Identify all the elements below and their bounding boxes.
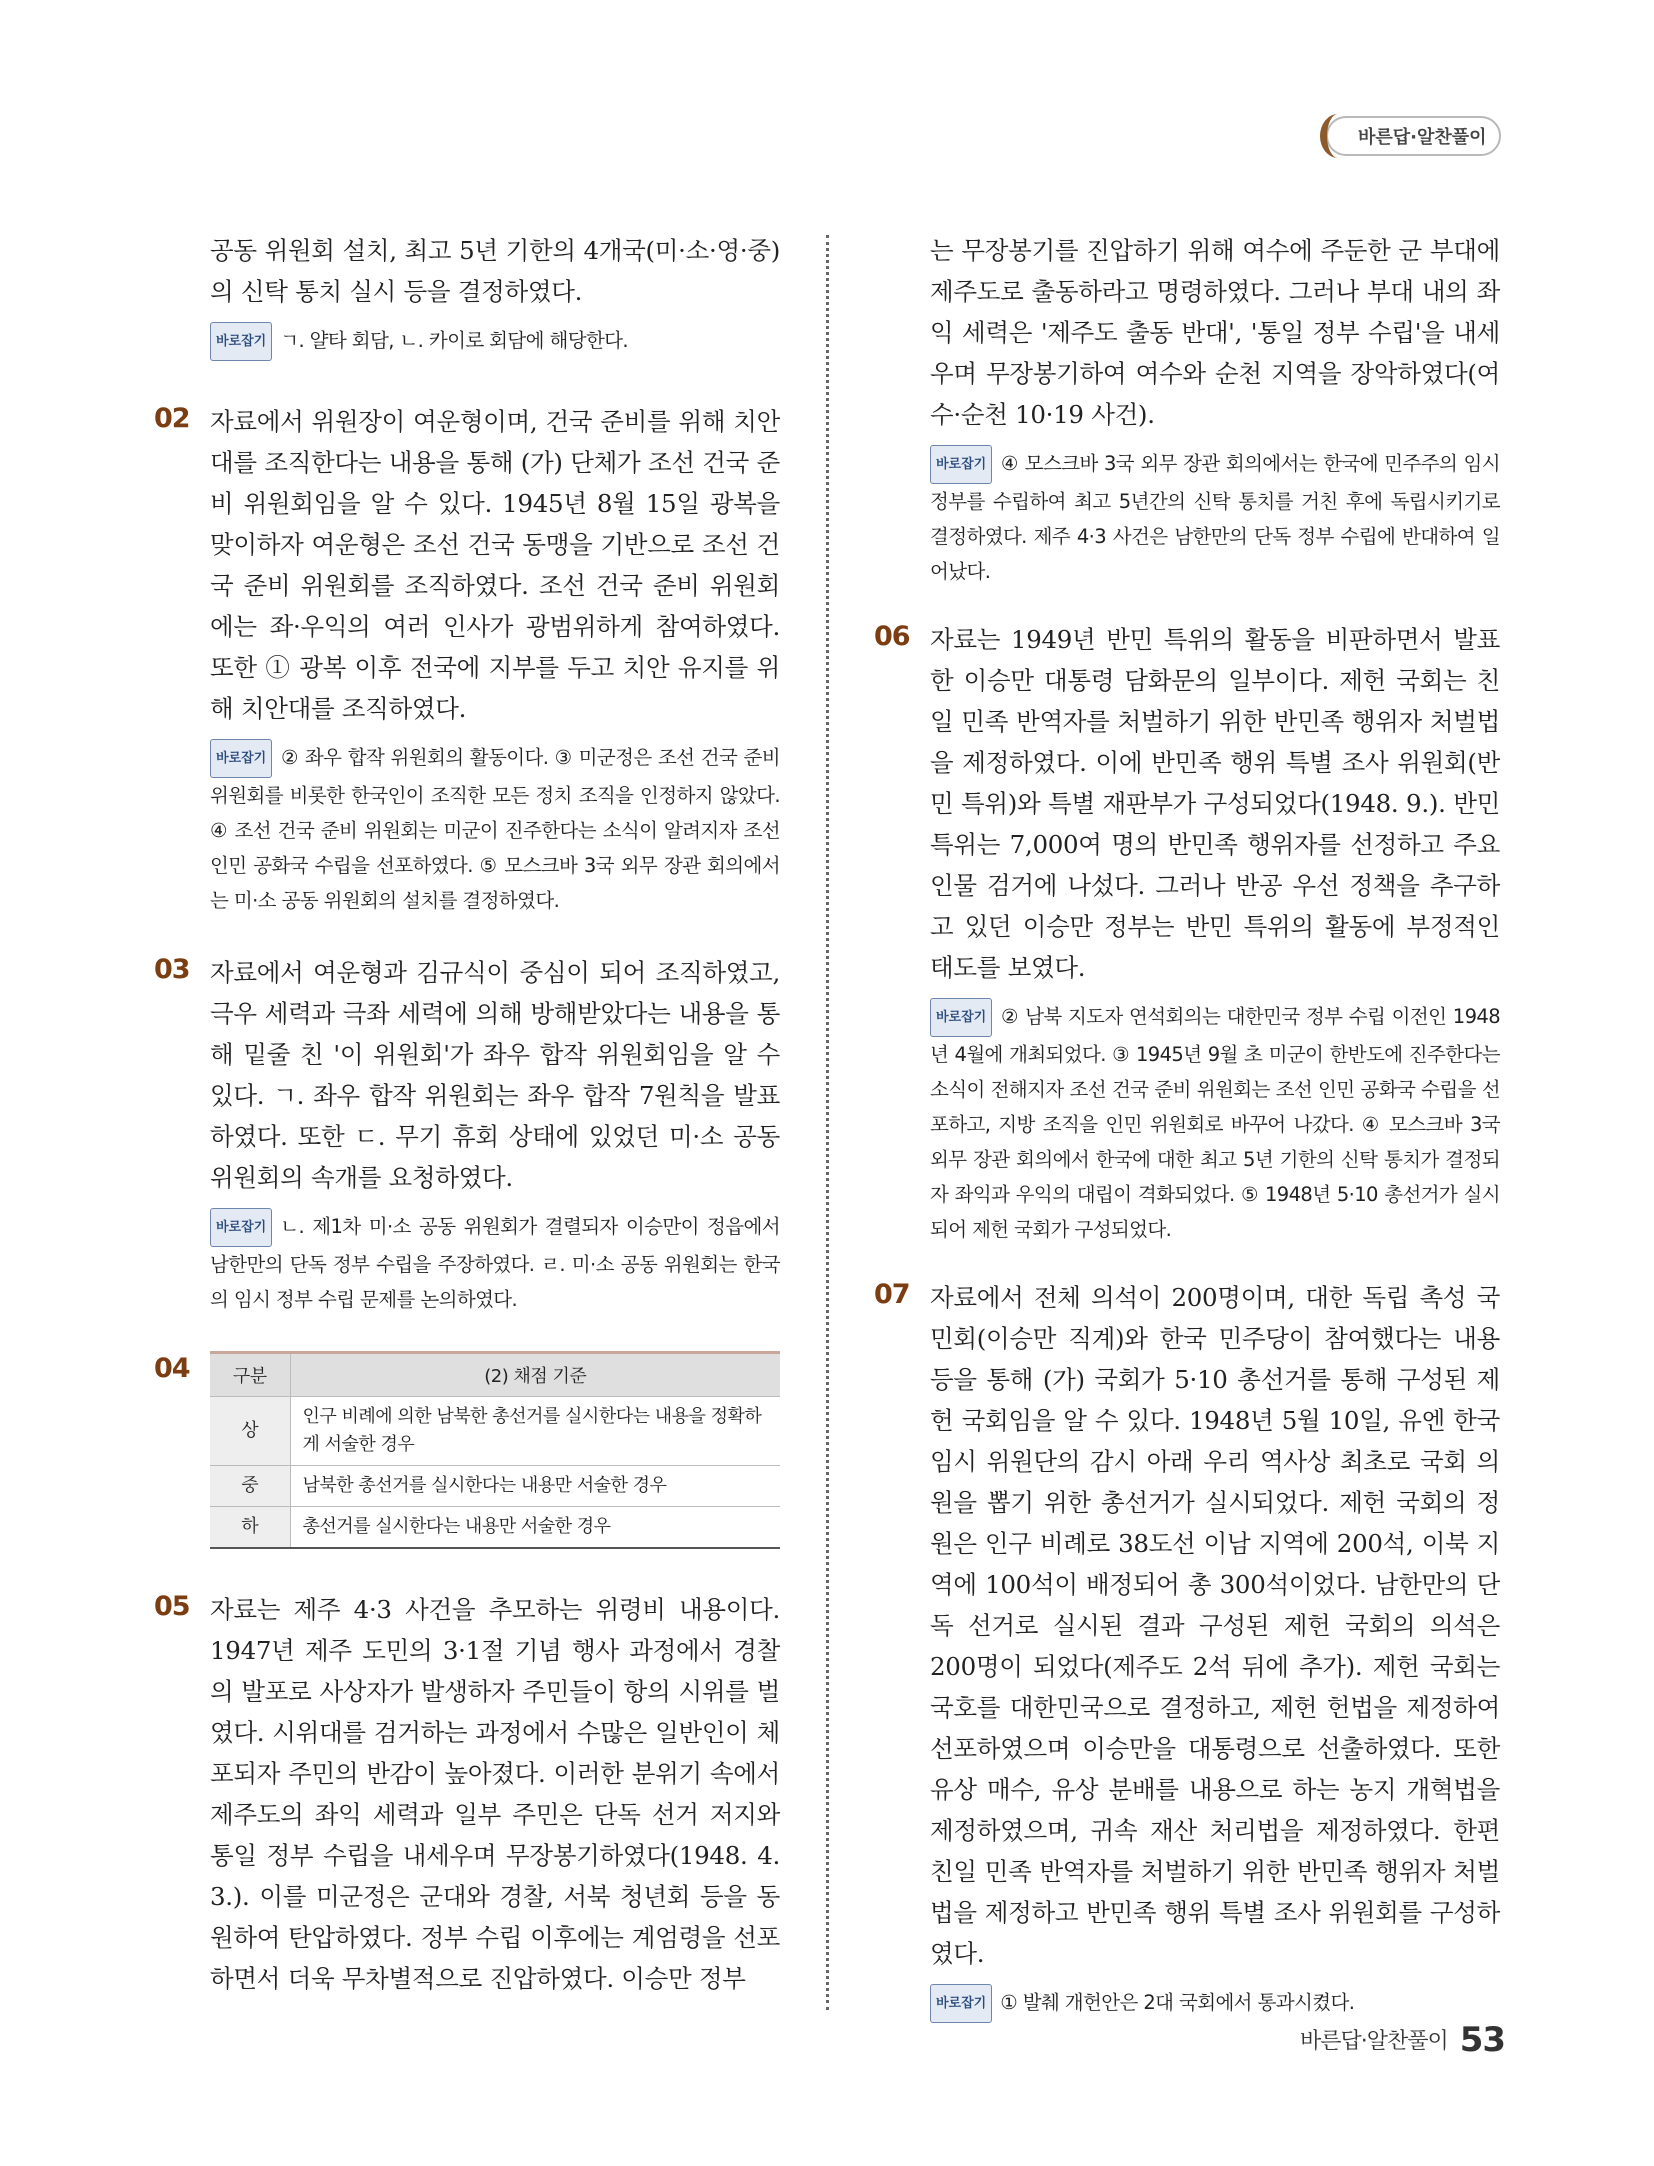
table-header: (2) 채점 기준 [290,1353,780,1397]
question-02-note [210,739,780,918]
table-header: 구분 [210,1353,290,1397]
question-05 [154,1589,780,1999]
right-column [874,230,1500,2023]
question-03-text: 자료에서 여운형과 김규식이 중심이 되어 조직하였고, 극우 세력과 극좌 세력에 의해 방해받았다는 내용을 통해 밑줄 친 '이 위원회'가 좌우 합작 위원회임을 알 수 있다. ㄱ. 좌우 합작 위원회는 좌우 합작 7원칙을 발표하였다. 또한 ㄷ. 무기 휴회 상태에 있었던 미·소 공동 위원회의 속개를 요청하였다. [210,958,780,1192]
question-number: 04 [154,1353,190,1384]
question-03 [154,952,780,1317]
criterion-cell: 인구 비례에 의한 남북한 총선거를 실시한다는 내용을 정확하게 서술한 경우 [290,1397,780,1466]
grading-criteria-table [210,1351,780,1549]
question-04 [154,1351,780,1549]
question-07 [874,1277,1500,2023]
question-number: 05 [154,1591,190,1622]
grade-cell: 중 [210,1466,290,1507]
correction-tag: 바로잡기 [210,1208,272,1247]
question-06-note [930,998,1500,1247]
criterion-cell: 남북한 총선거를 실시한다는 내용만 서술한 경우 [290,1466,780,1507]
question-05-text: 자료는 제주 4·3 사건을 추모하는 위령비 내용이다. 1947년 제주 도민의 3·1절 기념 행사 과정에서 경찰의 발포로 사상자가 발생하자 주민들이 항의 시위를 벌였다. 시위대를 검거하는 과정에서 수많은 일반인이 체포되자 주민의 반감이 높아졌다. 이러한 분위기 속에서 제주도의 좌익 세력과 일부 주민은 단독 선거 저지와 통일 정부 수립을 내세우며 무장봉기하였다(1948. 4. 3.). 이를 미군정은 군대와 경찰, 서북 청년회 등을 동원하여 탄압하였다. 정부 수립 이후에는 계엄령을 선포하면서 더욱 무차별적으로 진압하였다. 이승만 정부 [210,1595,780,1993]
left-column [154,230,780,1999]
badge-arc-icon [1320,114,1356,158]
question-06-note-text: ② 남북 지도자 연석회의는 대한민국 정부 수립 이전인 1948년 4월에 개최되었다. ③ 1945년 9월 초 미군이 한반도에 진주한다는 소식이 전해지자 조선 건국 준비 위원회는 조선 인민 공화국 수립을 선포하고, 지방 조직을 인민 위원회로 바꾸어 나갔다. ④ 모스크바 3국 외무 장관 회의에서 한국에 대한 최고 5년 기한의 신탁 통치가 결정되자 좌익과 우익의 대립이 격화되었다. ⑤ 1948년 5·10 총선거가 실시되어 제헌 국회가 구성되었다. [930,1005,1500,1241]
question-number: 07 [874,1279,910,1310]
page-number: 53 [1459,2020,1506,2060]
column-divider [826,235,829,2010]
question-05-cont-text: 는 무장봉기를 진압하기 위해 여수에 주둔한 군 부대에 제주도로 출동하라고 명령하였다. 그러나 부대 내의 좌익 세력은 '제주도 출동 반대', '통일 정부 수립'을 내세우며 무장봉기하여 여수와 순천 지역을 장악하였다(여수·순천 10·19 사건). [930,236,1500,429]
grade-cell: 상 [210,1397,290,1466]
criterion-cell: 총선거를 실시한다는 내용만 서술한 경우 [290,1507,780,1549]
question-03-note [210,1208,780,1317]
question-07-text: 자료에서 전체 의석이 200명이며, 대한 독립 촉성 국민회(이승만 직계)와 한국 민주당이 참여했다는 내용 등을 통해 (가) 국회가 5·10 총선거를 통해 구성된 제헌 국회임을 알 수 있다. 1948년 5월 10일, 유엔 한국 임시 위원단의 감시 아래 우리 역사상 최초로 국회 의원을 뽑기 위한 총선거가 실시되었다. 제헌 국회의 정원은 인구 비례로 38도선 이남 지역에 200석, 이북 지역에 100석이 배정되어 총 300석이었다. 남한만의 단독 선거로 실시된 결과 구성된 제헌 국회의 의석은 200명이 되었다(제주도 2석 뒤에 추가). 제헌 국회는 국호를 대한민국으로 결정하고, 제헌 헌법을 제정하여 선포하였으며 이승만을 대통령으로 선출하였다. 또한 유상 매수, 유상 분배를 내용으로 하는 농지 개혁법을 제정하였으며, 귀속 재산 처리법을 제정하였다. 한편 친일 민족 반역자를 처벌하기 위한 반민족 행위자 처벌법을 제정하고 반민족 행위 특별 조사 위원회를 구성하였다. [930,1283,1500,1968]
correction-tag: 바로잡기 [210,322,272,361]
question-03-note-text: ㄴ. 제1차 미·소 공동 위원회가 결렬되자 이승만이 정읍에서 남한만의 단독 정부 수립을 주장하였다. ㄹ. 미·소 공동 위원회는 한국의 임시 정부 수립 문제를 논의하였다. [210,1215,780,1311]
question-number: 03 [154,954,190,985]
table-row [210,1397,780,1466]
question-06-text: 자료는 1949년 반민 특위의 활동을 비판하면서 발표한 이승만 대통령 담화문의 일부이다. 제헌 국회는 친일 민족 반역자를 처벌하기 위한 반민족 행위자 처벌법을 제정하였다. 이에 반민족 행위 특별 조사 위원회(반민 특위)와 특별 재판부가 구성되었다(1948. 9.). 반민 특위는 7,000여 명의 반민족 행위자를 선정하고 주요 인물 검거에 나섰다. 그러나 반공 우선 정책을 추구하고 있던 이승만 정부는 반민 특위의 활동에 부정적인 태도를 보였다. [930,625,1500,982]
intro-note-text: ㄱ. 얄타 회담, ㄴ. 카이로 회담에 해당한다. [280,329,629,352]
grade-cell: 하 [210,1507,290,1549]
question-06 [874,619,1500,1247]
header-badge [1326,116,1501,156]
table-row [210,1507,780,1549]
question-number: 06 [874,621,910,652]
table-row [210,1466,780,1507]
correction-tag: 바로잡기 [930,445,992,484]
question-02-text: 자료에서 위원장이 여운형이며, 건국 준비를 위해 치안대를 조직한다는 내용을 통해 (가) 단체가 조선 건국 준비 위원회임을 알 수 있다. 1945년 8월 15일 광복을 맞이하자 여운형은 조선 건국 동맹을 기반으로 조선 건국 준비 위원회를 조직하였다. 조선 건국 준비 위원회에는 좌·우익의 여러 인사가 광범위하게 참여하였다. 또한 ① 광복 이후 전국에 지부를 두고 치안 유지를 위해 치안대를 조직하였다. [210,407,780,723]
correction-tag: 바로잡기 [930,998,992,1037]
question-02 [154,401,780,918]
correction-tag: 바로잡기 [930,1984,992,2023]
intro-note [210,322,780,361]
question-05-note-text: ④ 모스크바 3국 외무 장관 회의에서는 한국에 민주주의 임시 정부를 수립하여 최고 5년간의 신탁 통치를 거친 후에 독립시키기로 결정하였다. 제주 4·3 사건은 남한만의 단독 정부 수립에 반대하여 일어났다. [930,452,1500,583]
footer-label: 바른답·알찬풀이 [1300,2029,1448,2054]
page-footer [1300,2020,1505,2060]
intro-text: 공동 위원회 설치, 최고 5년 기한의 4개국(미·소·영·중)의 신탁 통치 실시 등을 결정하였다. [210,236,780,306]
question-02-note-text: ② 좌우 합작 위원회의 활동이다. ③ 미군정은 조선 건국 준비 위원회를 비롯한 한국인이 조직한 모든 정치 조직을 인정하지 않았다. ④ 조선 건국 준비 위원회는 미군이 진주한다는 소식이 알려지자 조선 인민 공화국 수립을 선포하였다. ⑤ 모스크바 3국 외무 장관 회의에서는 미·소 공동 위원회의 설치를 결정하였다. [210,746,780,912]
question-07-note [930,1984,1500,2023]
question-05-note [930,445,1500,589]
header-badge-label: 바른답·알찬풀이 [1358,127,1487,148]
question-05-continuation [930,230,1500,589]
question-number: 02 [154,403,190,434]
intro-continuation [210,230,780,361]
question-07-note-text: ① 발췌 개헌안은 2대 국회에서 통과시켰다. [1000,1991,1355,2014]
correction-tag: 바로잡기 [210,739,272,778]
